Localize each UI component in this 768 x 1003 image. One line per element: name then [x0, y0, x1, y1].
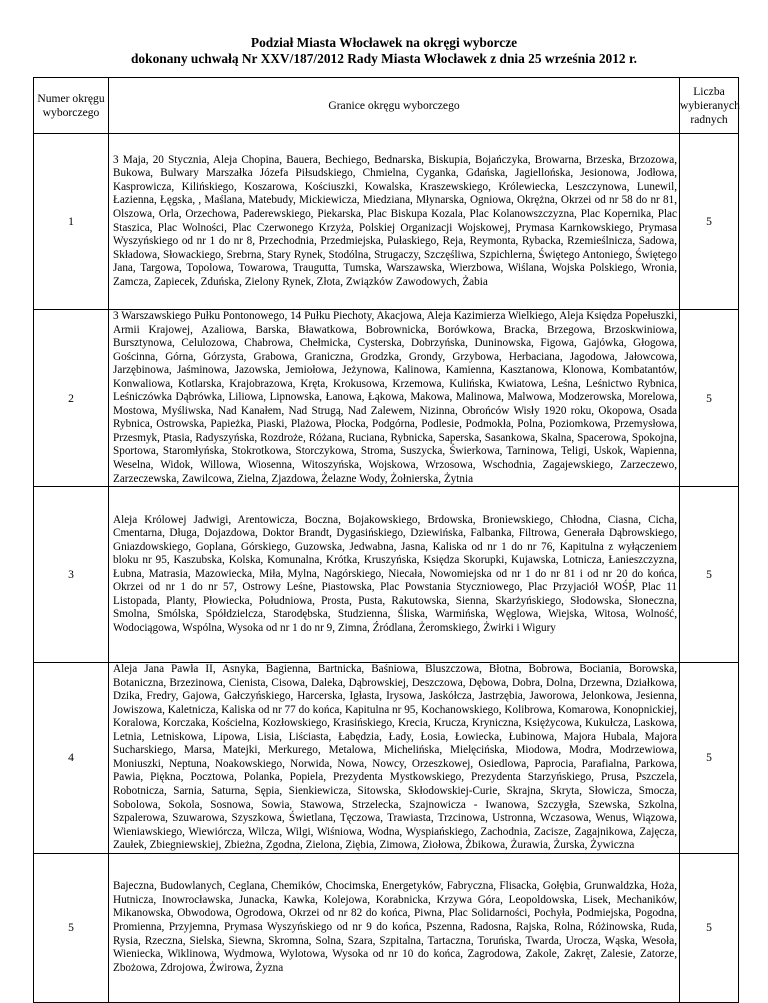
district-seats: 5 — [680, 663, 739, 854]
district-boundaries: 3 Warszawskiego Pułku Pontonowego, 14 Pułku Piechoty, Akacjowa, Aleja Kazimierza Wielkiego, Aleja Księdza Popełuszki, Armii Krajowej, Azaliowa, Barska, Bławatkowa, Bobrownicka, Borówkowa, Bracka, Brzegowa, Brzoskwiniowa, Bursztynowa, Celulozowa, Chabrowa, Chełmicka, Cysterska, Dobrzyńska, Duninowska, Figowa, Gajówka, Głogowa, Gościnna, Górna, Górzysta, Grabowa, Graniczna, Grodzka, Grondy, Grzybowa, Herbaciana, Jagodowa, Jałowcowa, Jarzębinowa, Jaśminowa, Jazowska, Jemiołowa, Jeżynowa, Kalinowa, Kamienna, Kasztanowa, Klonowa, Kombatantów, Konwaliowa, Kotlarska, Krajobrazowa, Kręta, Krokusowa, Krzemowa, Kulińska, Kwiatowa, Leśna, Leśnictwo Rybnica, Leśniczówka Dąbrówka, Liliowa, Lipnowska, Łanowa, Łąkowa, Makowa, Malinowa, Malwowa, Modzerowska, Morelowa, Mostowa, Myśliwska, Nad Kanałem, Nad Strugą, Nad Zalewem, Nizinna, Obrońców Wisły 1920 roku, Okopowa, Osada Rybnica, Ostrowska, Papieżka, Piaski, Plażowa, Płocka, Podgórna, Podlesie, Podmokła, Polna, Poziomkowa, Przemysłowa, Przesmyk, Ptasia, Radyszyńska, Rozdroże, Różana, Ruciana, Rybnicka, Saperska, Sasankowa, Skalna, Spacerowa, Spokojna, Sportowa, Staromłyńska, Stokrotkowa, Storczykowa, Stroma, Suszycka, Świerkowa, Tarninowa, Teligi, Uskok, Wapienna, Weselna, Widok, Willowa, Wiosenna, Witoszyńska, Wojskowa, Wrzosowa, Wschodnia, Zagajewskiego, Zarzeczewo, Zarzeczewska, Zawilcowa, Zielna, Zjazdowa, Żelazne Wody, Żołnierska, Żytnia — [109, 310, 680, 487]
district-number: 1 — [34, 134, 109, 310]
table-row — [34, 853, 739, 1002]
district-seats: 5 — [680, 310, 739, 487]
table-header-row — [34, 78, 739, 134]
document-subtitle: dokonany uchwałą Nr XXV/187/2012 Rady Miasta Włocławek z dnia 25 września 2012 r. — [130, 51, 638, 66]
district-seats: 5 — [680, 853, 739, 1002]
district-seats: 5 — [680, 487, 739, 663]
district-number: 4 — [34, 663, 109, 854]
district-boundaries: Aleja Jana Pawła II, Asnyka, Bagienna, Bartnicka, Baśniowa, Bluszczowa, Błotna, Bobrowa, Bociania, Borowska, Botaniczna, Brzezinowa, Cienista, Cisowa, Daleka, Dąbrowskiej, Deszczowa, Dębowa, Dobra, Dolna, Drzewna, Działkowa, Dzika, Fredry, Gajowa, Gałczyńskiego, Harcerska, Igłasta, Irysowa, Jaskółcza, Jastrzębia, Jaworowa, Jelonkowa, Jesienna, Jowiszowa, Kaletnicza, Kaliska od nr 77 do końca, Kapitulna nr 95, Kochanowskiego, Kolibrowa, Komarowa, Konopnickiej, Koralowa, Korczaka, Kościelna, Kozłowskiego, Krasińskiego, Krecia, Krucza, Kryniczna, Księżycowa, Kukułcza, Laskowa, Letnia, Letniskowa, Lipowa, Lisia, Liściasta, Łabędzia, Łady, Łosia, Łowiecka, Łubinowa, Majora Hubala, Majora Sucharskiego, Marsa, Matejki, Merkurego, Metalowa, Michelińska, Mielęcińska, Miodowa, Modra, Modrzewiowa, Moniuszki, Neptuna, Noakowskiego, Norwida, Nowa, Nowcy, Orzeszkowej, Osiedlowa, Paprocia, Parafialna, Parkowa, Pawia, Piękna, Pocztowa, Polanka, Popiela, Prezydenta Mystkowskiego, Prezydenta Starzyńskiego, Prusa, Pszczela, Robotnicza, Sarnia, Saturna, Sępia, Sienkiewicza, Sitowska, Skłodowskiej-Curie, Skrajna, Skryta, Słowicza, Smocza, Sobolowa, Sokola, Sosnowa, Sowia, Stawowa, Strzelecka, Szajnowicza - Iwanowa, Szczygła, Szewska, Szkolna, Szpalerowa, Szuwarowa, Szyszkowa, Świetlana, Tęczowa, Trawiasta, Trzcinowa, Ustronna, Wczasowa, Wenus, Wiązowa, Wieniawskiego, Wiewiórcza, Wilcza, Wilgi, Wiśniowa, Wodna, Wyspiańskiego, Zachodnia, Zacisze, Zagajnikowa, Zajęcza, Zaułek, Zbiegniewskiej, Zbieżna, Zgodna, Zielona, Ziębia, Zimowa, Ziołowa, Żbikowa, Żurawia, Żurska, Żywiczna — [109, 663, 680, 854]
district-number: 5 — [34, 853, 109, 1002]
document-title: Podział Miasta Włocławek na okręgi wyborcze — [250, 35, 518, 50]
district-boundaries: 3 Maja, 20 Stycznia, Aleja Chopina, Bauera, Bechiego, Bednarska, Biskupia, Bojańczyka, Browarna, Brzeska, Brzozowa, Bukowa, Bulwary Marszałka Józefa Piłsudskiego, Chmielna, Cyganka, Gdańska, Jagiellońska, Jesionowa, Jodłowa, Kasprowicza, Kilińskiego, Koszarowa, Kościuszki, Kowalska, Kraszewskiego, Królewiecka, Leszczynowa, Lunewil, Łazienna, Łęgska, , Maślana, Matebudy, Mickiewicza, Miedziana, Młynarska, Ogniowa, Okrężna, Okrzei od nr 58 do nr 81, Olszowa, Orla, Orzechowa, Paderewskiego, Piekarska, Plac Biskupa Kozala, Plac Kolanowszczyzna, Plac Kopernika, Plac Staszica, Plac Wolności, Plac Czerwonego Krzyża, Polskiej Organizacji Wojskowej, Prymasa Karnkowskiego, Prymasa Wyszyńskiego od nr 1 do nr 8, Przechodnia, Przedmiejska, Pułaskiego, Reja, Reymonta, Rybacka, Rzemieślnicza, Sadowa, Składowa, Słowackiego, Srebrna, Stary Rynek, Stodólna, Strugaczy, Szczęśliwa, Szpichlerna, Świętego Antoniego, Świętego Jana, Targowa, Topolowa, Towarowa, Traugutta, Tumska, Warszawska, Wierzbowa, Wiślana, Wojska Polskiego, Wronia, Zamcza, Zapiecek, Zduńska, Zielony Rynek, Złota, Związków Zawodowych, Żabia — [109, 134, 680, 310]
table-row — [34, 487, 739, 663]
district-number: 3 — [34, 487, 109, 663]
table-row — [34, 134, 739, 310]
district-number: 2 — [34, 310, 109, 487]
header-district-number: Numer okręgu wyborczego — [34, 78, 109, 134]
districts-table — [33, 77, 739, 1003]
header-district-boundaries: Granice okręgu wyborczego — [109, 78, 680, 134]
header-seats-count: Liczba wybieranych radnych — [680, 78, 739, 134]
district-seats: 5 — [680, 134, 739, 310]
district-boundaries: Bajeczna, Budowlanych, Ceglana, Chemików, Chocimska, Energetyków, Fabryczna, Flisacka, Gołębia, Grunwaldzka, Hoża, Hutnicza, Inowrocławska, Junacka, Kawka, Kolejowa, Korabnicka, Krzywa Góra, Leopoldowska, Lisek, Mechaników, Mikanowska, Obwodowa, Ogrodowa, Okrzei od nr 82 do końca, Piwna, Plac Solidarności, Pochyła, Podmiejska, Pogodna, Promienna, Przyjemna, Prymasa Wyszyńskiego od nr 9 do końca, Pszenna, Radosna, Rajska, Rolna, Różinowska, Ruda, Rysia, Rzeczna, Sielska, Siewna, Skromna, Solna, Szara, Szpitalna, Tartaczna, Toruńska, Twarda, Urocza, Wąska, Wesoła, Wieniecka, Wiklinowa, Wydmowa, Wylotowa, Wysoka od nr 10 do końca, Zagrodowa, Zakole, Zakręt, Zalesie, Zatorze, Zbożowa, Zdrojowa, Żwirowa, Żyzna — [109, 853, 680, 1002]
table-row — [34, 663, 739, 854]
district-boundaries: Aleja Królowej Jadwigi, Arentowicza, Boczna, Bojakowskiego, Brdowska, Broniewskiego, Chłodna, Ciasna, Cicha, Cmentarna, Długa, Dojazdowa, Doktor Brandt, Dygasińskiego, Dziewińska, Falbanka, Filtrowa, Generała Dąbrowskiego, Gniazdowskiego, Goplana, Górskiego, Guzowska, Jedwabna, Jasna, Kaliska od nr 1 do nr 76, Kapitulna z wyłączeniem bloku nr 95, Kaszubska, Kolska, Komunalna, Krótka, Kruszyńska, Księdza Skorupki, Kujawska, Lotnicza, Łanieszczyzna, Łubna, Matrasia, Mazowiecka, Miła, Mylna, Nagórskiego, Niecała, Nowomiejska od nr 1 do nr 81 i od nr 20 do końca, Okrzei od nr 1 do nr 57, Ostrowy Leśne, Piastowska, Plac Powstania Styczniowego, Plac Przyjaciół WOŚP, Plac 11 Listopada, Planty, Płowiecka, Południowa, Prosta, Pusta, Rakutowska, Sienna, Skarżyńskiego, Słodowska, Słoneczna, Smolna, Smólska, Spółdzielcza, Starodębska, Studzienna, Śliska, Warmińska, Węglowa, Wiejska, Witosa, Wolność, Wodociągowa, Wspólna, Wysoka od nr 1 do nr 9, Zimna, Źródlana, Żeromskiego, Żwirki i Wigury — [109, 487, 680, 663]
table-row — [34, 310, 739, 487]
